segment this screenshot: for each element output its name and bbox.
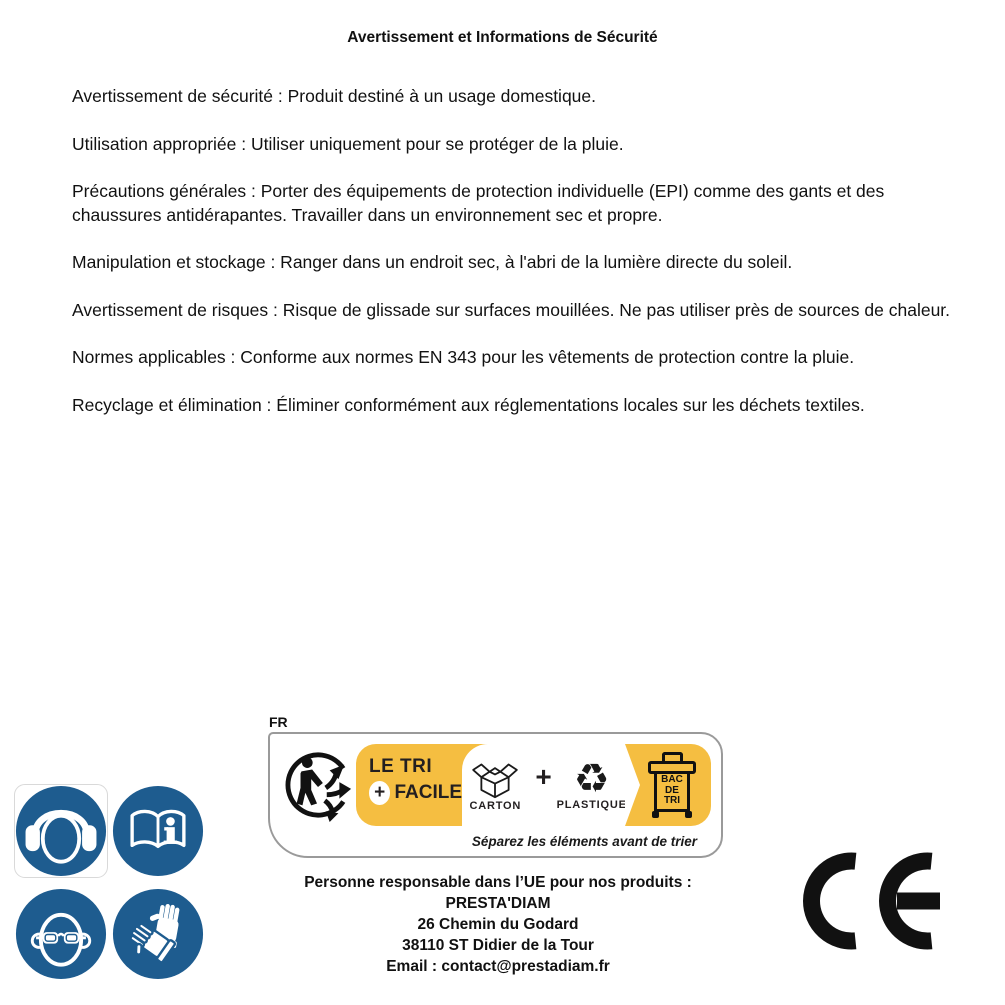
manual-svg <box>112 785 204 877</box>
sorting-banner-row <box>280 744 711 826</box>
paragraph-utilisation-appropriee: Utilisation appropriée : Utiliser uniquement pour se protéger de la pluie. <box>72 133 624 154</box>
plus-badge: + <box>369 781 390 805</box>
bin-text-de: DE <box>665 784 679 796</box>
bin-body <box>654 774 690 812</box>
bin-handle <box>662 752 683 761</box>
bin-wheels <box>652 811 692 818</box>
bin-lid <box>648 761 696 774</box>
eye-protection-svg <box>15 888 107 980</box>
paragraph-avertissement-risques: Avertissement de risques : Risque de glissade sur surfaces mouillées. Ne pas utiliser près de sources de chaleur. <box>72 299 951 320</box>
ce-marking-logo <box>800 848 952 963</box>
carton-label: CARTON <box>469 799 522 812</box>
responsible-email: Email : contact@prestadiam.fr <box>386 958 610 975</box>
sorting-banner <box>356 744 711 826</box>
paragraph-normes-applicables: Normes applicables : Conforme aux normes EN 343 pour les vêtements de protection contre la pluie. <box>72 347 855 367</box>
facile-text: FACILE <box>394 782 462 803</box>
triman-icon <box>283 746 353 824</box>
sorting-tagline: Séparez les éléments avant de trier <box>471 834 697 849</box>
safety-pictogram-grid <box>15 785 204 980</box>
ce-icon <box>800 848 952 958</box>
ear-protection-svg <box>15 785 107 877</box>
material-carton <box>462 759 528 812</box>
wear-ear-protection-icon <box>15 785 107 877</box>
plastique-label: PLASTIQUE <box>556 798 627 811</box>
page-title: Avertissement et Informations de Sécurité <box>347 29 658 46</box>
responsible-company: PRESTA'DIAM <box>445 895 551 912</box>
country-code-label: FR <box>269 714 288 730</box>
recycling-symbol-icon: ♻ <box>573 755 610 802</box>
paragraph-precautions-generales: Précautions générales : Porter des équipements de protection individuelle (EPI) comme des gants et des chaussures antidérapantes. Travailler dans un environnement sec et propre. <box>72 181 885 225</box>
triman-sorting-label <box>268 732 723 858</box>
bin-text-tri: TRI <box>663 795 681 807</box>
paragraph-manipulation-stockage: Manipulation et stockage : Ranger dans un endroit sec, à l'abri de la lumière directe du soleil. <box>72 252 793 272</box>
sorting-bin-icon <box>648 752 696 818</box>
materials-plus: + <box>535 761 552 792</box>
wear-eye-protection-icon <box>15 888 107 980</box>
materials-section <box>462 744 625 826</box>
le-tri-text: LE TRI <box>369 756 433 777</box>
paragraph-recyclage-elimination: Recyclage et élimination : Éliminer conformément aux réglementations locales sur les déchets textiles. <box>72 394 865 415</box>
le-tri-facile-block <box>356 744 462 826</box>
triman-logo <box>280 744 356 826</box>
read-instruction-manual-icon <box>112 785 204 877</box>
responsible-street: 26 Chemin du Godard <box>417 916 579 933</box>
gloves-svg <box>112 888 204 980</box>
wear-protective-gloves-icon <box>112 888 204 980</box>
cardboard-box-icon <box>471 759 519 799</box>
responsible-line-1: Personne responsable dans l’UE pour nos produits : <box>304 874 692 891</box>
responsible-city: 38110 ST Didier de la Tour <box>402 937 594 954</box>
bin-text-bac: BAC <box>661 774 683 786</box>
paragraph-avertissement-securite: Avertissement de sécurité : Produit destiné à un usage domestique. <box>72 86 597 106</box>
material-plastique <box>556 755 627 811</box>
safety-paragraphs <box>72 85 956 441</box>
responsible-party-block <box>253 872 743 977</box>
